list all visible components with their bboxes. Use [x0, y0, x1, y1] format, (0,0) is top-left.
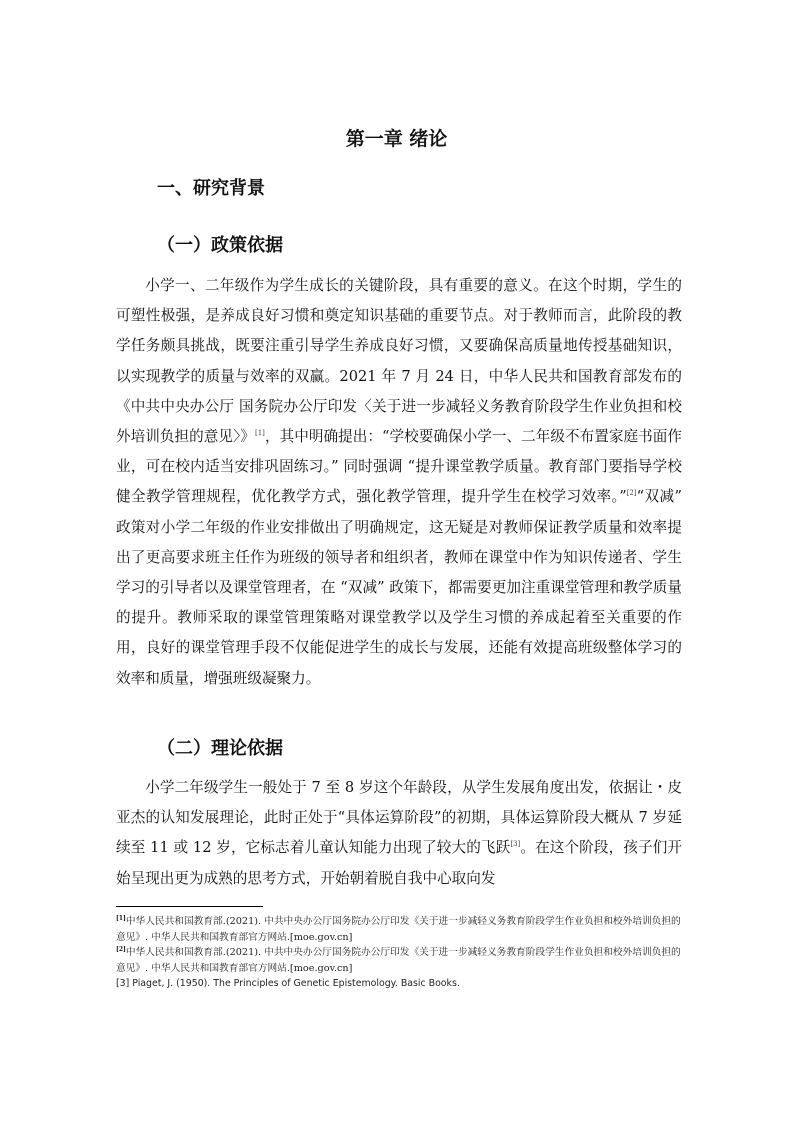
footnote-mark: [2] [116, 945, 126, 953]
subsection-heading-theory: （二）理论依据 [157, 738, 283, 759]
footnote-text: [3] Piaget, J. (1950). The Principles of Genetic Epistemology. Basic Books. [116, 978, 460, 989]
chapter-title: 第一章 绪论 [345, 128, 448, 150]
footnote-3 [116, 976, 688, 992]
citation-ref-1[interactable]: [1] [254, 429, 265, 438]
footnote-1 [116, 914, 688, 945]
section-heading-research-background: 一、研究背景 [157, 178, 265, 199]
paragraph-policy-text-a: 小学一、二年级作为学生成长的关键阶段，具有重要的意义。在这个时期，学生的可塑性极强，是养成良好习惯和奠定知识基础的重要节点。对于教师而言，此阶段的教学任务颇具挑战，既要注重引导学生养成良好习惯，又要确保高质量地传授基础知识，以实现教学的质量与效率的双赢。2021 年 7 月 24 日，中华人民共和国教育部发布的《中共中央办公厅 国务院办公厅印发〈关于进一步减轻义务教育阶段学生作业负担和校外培训负担的意见〉》 [116, 277, 682, 446]
footnote-2 [116, 945, 688, 976]
paragraph-theory-text-b: 。在这个阶段，孩子们开始呈现出更为成熟的思考方式，开始朝着脱自我中心取向发 [116, 839, 682, 887]
paragraph-policy-text-c: “双减” 政策对小学二年级的作业安排做出了明确规定，这无疑是对教师保证教学质量和效率提出了更高要求班主任作为班级的领导者和组织者，教师在课堂中作为知识传递者、学生学习的引导者以及课堂管理者，在 “双减” 政策下，都需要更加注重课堂管理和教学质量的提升。教师采取的课堂管理策略对课堂教学以及学生习惯的养成起着至关重要的作用，良好的课堂管理手段不仅能促进学生的成长与发展，还能有效提高班级整体学习的效率和质量，增强班级凝聚力。 [116, 488, 682, 687]
footnote-mark: [1] [116, 914, 126, 922]
paragraph-policy-text-b: ，其中明确提出：“学校要确保小学一、二年级不布置家庭书面作业，可在校内适当安排巩固练习。” 同时强调 “提升课堂教学质量。教育部门要指导学校健全教学管理规程，优化教学方式，强化教学管理，提升学生在校学习效率。” [116, 428, 682, 506]
paragraph-policy [116, 271, 682, 694]
citation-ref-2[interactable]: [2] [626, 489, 637, 498]
citation-ref-3[interactable]: [3] [510, 840, 521, 849]
footnotes [116, 914, 688, 992]
paragraph-theory-text-a: 小学二年级学生一般处于 7 至 8 岁这个年龄段，从学生发展角度出发，依据让・皮亚杰的认知发展理论，此时正处于“具体运算阶段”的初期，具体运算阶段大概从 7 岁延续至 11 或 12 岁，它标志着儿童认知能力出现了较大的飞跃 [116, 779, 682, 857]
subsection-heading-policy: （一）政策依据 [157, 235, 283, 256]
footnote-text: 中华人民共和国教育部.(2021). 中共中央办公厅国务院办公厅印发《关于进一步减轻义务教育阶段学生作业负担和校外培训负担的意见》. 中华人民共和国教育部官方网站.[moe.gov.cn] [116, 947, 681, 974]
paragraph-theory [116, 773, 682, 894]
footnote-text: 中华人民共和国教育部.(2021). 中共中央办公厅国务院办公厅印发《关于进一步减轻义务教育阶段学生作业负担和校外培训负担的意见》. 中华人民共和国教育部官方网站.[moe.gov.cn] [116, 916, 681, 943]
footnote-divider [116, 906, 263, 907]
